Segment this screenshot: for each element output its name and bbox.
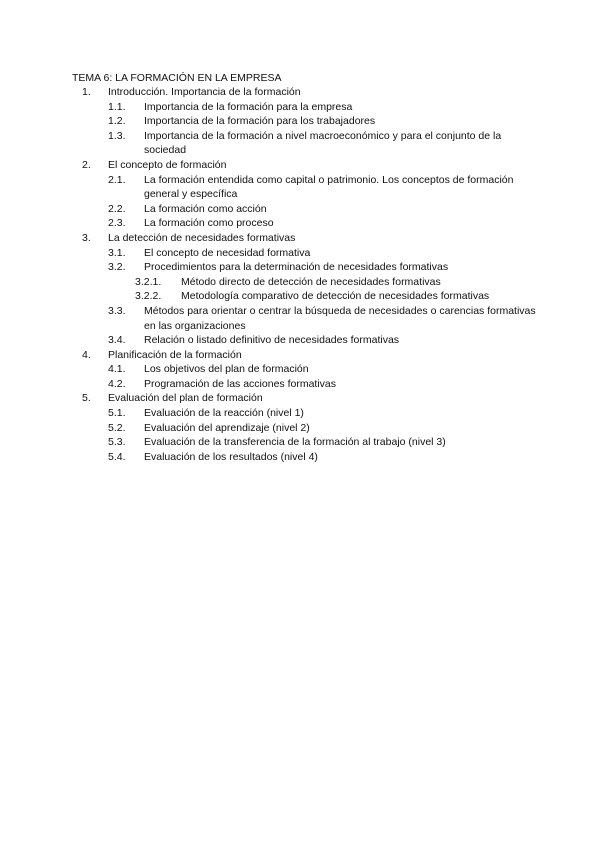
subsection-number: 3.1.: [108, 246, 126, 259]
subsection-title: Importancia de la formación para la empresa: [144, 100, 353, 113]
subsection-3-4: [0, 333, 600, 348]
subsection-number: 2.3.: [108, 217, 126, 230]
subsection-1-1: [0, 100, 600, 115]
section-number: 4.: [82, 348, 91, 361]
section-number: 1.: [82, 86, 91, 98]
section-title: Introducción. Importancia de la formación: [108, 86, 301, 98]
subsection-title: Evaluación de los resultados (nivel 4): [144, 450, 318, 463]
subsection-number: 5.1.: [108, 407, 126, 420]
subsection-5-4: [0, 450, 600, 465]
subsection-title: Evaluación de la transferencia de la formación al trabajo (nivel 3): [144, 436, 446, 449]
item-3-2-2: [0, 289, 600, 304]
subsection-title: La formación como acción: [144, 202, 267, 215]
subsection-number: 5.2.: [108, 421, 126, 434]
subsection-4-2: [0, 377, 600, 392]
section-title: Evaluación del plan de formación: [108, 392, 263, 405]
subsection-5-3: [0, 435, 600, 450]
subsection-title: Importancia de la formación para los trabajadores: [144, 115, 376, 128]
subsection-number: 5.3.: [108, 436, 126, 449]
item-number: 3.2.2.: [135, 290, 162, 303]
subsection-5-2: [0, 421, 600, 436]
subsection-4-1: [0, 362, 600, 377]
subsection-title: Procedimientos para la determinación de necesidades formativas: [144, 261, 449, 274]
section-2: [0, 158, 600, 173]
section-1: [0, 85, 600, 100]
subsection-3-3: [0, 304, 600, 333]
subsection-number: 5.4.: [108, 450, 126, 463]
subsection-title: Evaluación del aprendizaje (nivel 2): [144, 421, 310, 434]
table-of-contents: [0, 85, 600, 464]
subsection-2-3: [0, 216, 600, 231]
section-4: [0, 348, 600, 363]
section-5: [0, 391, 600, 406]
section-3: [0, 231, 600, 246]
item-title: Metodología comparativo de detección de necesidades formativas: [181, 290, 490, 303]
subsection-title: Métodos para orientar o centrar la búsqueda de necesidades o carencias formativas en las organizaciones: [144, 304, 536, 332]
section-title: Planificación de la formación: [108, 348, 242, 361]
subsection-title: El concepto de necesidad formativa: [144, 246, 311, 259]
subsection-title: La formación entendida como capital o patrimonio. Los conceptos de formación general y específica: [144, 173, 514, 201]
section-number: 2.: [82, 158, 91, 171]
item-3-2-1: [0, 275, 600, 290]
subsection-title: Los objetivos del plan de formación: [144, 363, 309, 376]
subsection-number: 3.2.: [108, 261, 126, 274]
subsection-title: Evaluación de la reacción (nivel 1): [144, 407, 304, 420]
item-title: Método directo de detección de necesidades formativas: [181, 275, 441, 288]
subsection-number: 1.1.: [108, 100, 126, 113]
section-title: El concepto de formación: [108, 158, 227, 171]
subsection-3-2: [0, 260, 600, 275]
subsection-number: 4.2.: [108, 377, 126, 390]
subsection-title: Importancia de la formación a nivel macroeconómico y para el conjunto de la sociedad: [144, 129, 502, 157]
subsection-title: La formación como proceso: [144, 217, 274, 230]
subsection-1-3: [0, 129, 600, 158]
subsection-title: Relación o listado definitivo de necesidades formativas: [144, 334, 400, 347]
document-title: TEMA 6: LA FORMACIÓN EN LA EMPRESA: [72, 72, 282, 84]
subsection-number: 2.2.: [108, 202, 126, 215]
subsection-number: 3.3.: [108, 304, 126, 317]
subsection-2-1: [0, 173, 600, 202]
section-title: La detección de necesidades formativas: [108, 231, 296, 244]
subsection-number: 1.2.: [108, 115, 126, 128]
subsection-title: Programación de las acciones formativas: [144, 377, 337, 390]
section-number: 3.: [82, 231, 91, 244]
subsection-number: 4.1.: [108, 363, 126, 376]
subsection-3-1: [0, 246, 600, 261]
subsection-number: 3.4.: [108, 334, 126, 347]
section-number: 5.: [82, 392, 91, 405]
item-number: 3.2.1.: [135, 275, 162, 288]
subsection-2-2: [0, 202, 600, 217]
subsection-5-1: [0, 406, 600, 421]
subsection-number: 1.3.: [108, 129, 126, 142]
subsection-number: 2.1.: [108, 173, 126, 186]
subsection-1-2: [0, 114, 600, 129]
